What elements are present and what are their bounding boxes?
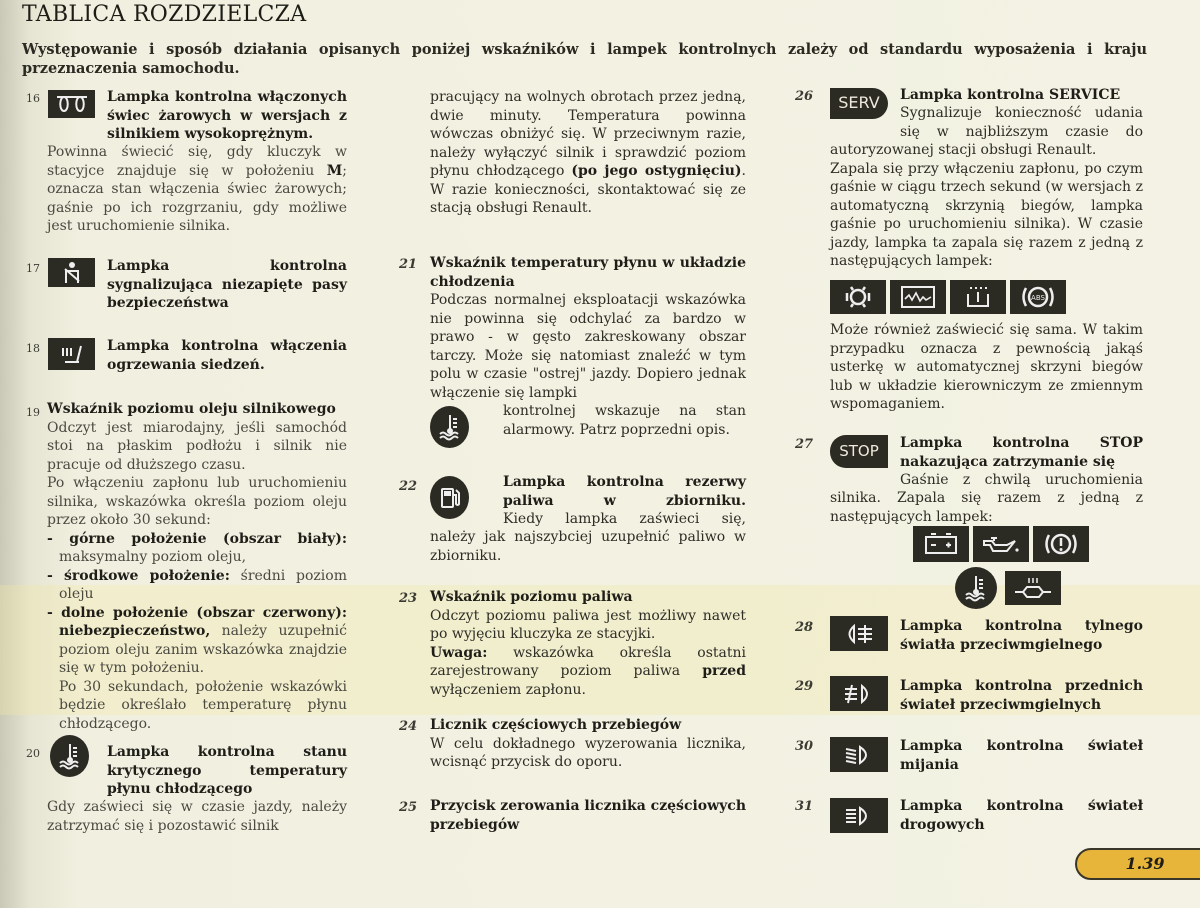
item-24-title: Licznik częściowych przebiegów: [430, 717, 682, 733]
item-20-title: Lampka kontrolna stanu krytycznego temperatury płynu chłodzącego: [107, 744, 347, 797]
brake-warning-icon: [1033, 526, 1089, 562]
item-22-body: Kiedy lampka zaświeci się,: [503, 511, 746, 527]
gearbox-fault-icon: [950, 280, 1006, 314]
paragraph: Odczyt jest miarodajny, jeśli samochód stoi na płaskim podłożu i silnik nie pracuje od dłuższego czasu.: [47, 419, 347, 473]
item-27-body: Gaśnie z chwilą uruchomienia: [900, 472, 1143, 488]
item-22-body: należy jak najszybciej uzupełnić paliwo w zbiorniku.: [430, 529, 746, 564]
seat-heating-icon: [48, 338, 95, 370]
item-19: [47, 400, 347, 733]
text-bold: - górne położenie (obszar biały):: [47, 530, 347, 547]
text: Powinna świecić się, gdy kluczyk w stacyjce znajduje się w położeniu: [47, 144, 347, 179]
item-26-body: Sygnalizuje konieczność udania się w najbliższym czasie do: [900, 105, 1143, 140]
bullet: [47, 567, 347, 604]
item-number: 18: [26, 342, 40, 355]
text: wskazówka określa ostatni zarejestrowany poziom paliwa: [430, 644, 746, 679]
fuel-pump-icon: [430, 476, 469, 519]
item-number: 25: [399, 800, 418, 815]
electronic-fault-icon: [890, 280, 946, 314]
item-21-body-cont: kontrolnej wskazuje na stan alarmowy. Patrz poprzedni opis.: [503, 403, 746, 438]
item-23-title: Wskaźnik poziomu paliwa: [430, 589, 633, 605]
text: pracujący na wolnych obrotach przez jedną, dwie minuty. Temperatura powinna wówczas obniżyć się. W przeciwnym razie, należy wyłączyć silnik i sprawdzić poziom płynu chłodzącego: [430, 89, 746, 179]
text: należy uzupełnić poziom oleju zanim wskazówka znajdzie się w tym położeniu.: [59, 623, 347, 676]
text: maksymalny poziom oleju,: [59, 549, 247, 565]
item-26-title: Lampka kontrolna SERVICE: [900, 87, 1121, 103]
item-number: 28: [795, 620, 814, 635]
item-17-title: Lampka kontrolna sygnalizująca niezapięte pasy bezpieczeństwa: [107, 258, 347, 311]
item-number: 16: [26, 92, 40, 105]
item-number: 23: [399, 591, 418, 606]
paragraph: Po włączeniu zapłonu lub uruchomieniu silnika, wskazówka określa poziom oleju przez około 30 sekund:: [47, 475, 347, 528]
stop-icon: STOP: [830, 435, 888, 468]
text-bold: (po jego ostygnięciu): [571, 163, 742, 179]
paragraph: autoryzowanej stacji obsługi Renault.: [830, 142, 1097, 158]
abs-label: ABS: [1031, 294, 1045, 302]
text: ; oznacza stan włączenia świec żarowych; gaśnie po ich rozgrzaniu, gdy możliwe jest uruchomienie silnika.: [47, 162, 347, 234]
item-20-body: Gdy zaświeci się w czasie jazdy, należy zatrzymać się i pozostawić silnik: [47, 799, 347, 834]
paragraph: Zapala się przy włączeniu zapłonu, po czym gaśnie w ciągu trzech sekund (w wersjach z automatyczną skrzynią biegów, lampka gaśnie po uruchomieniu silnika). W czasie jazdy, lampka ta zapala się razem z jedną z następujących lampek:: [830, 160, 1143, 269]
item-number: 20: [26, 747, 40, 760]
page-number-tab: [1075, 848, 1200, 880]
item-number: 29: [795, 679, 814, 694]
paragraph: W celu dokładnego wyzerowania licznika, wcisnąć przycisk do oporu.: [430, 735, 746, 770]
item-21-icon-row: [430, 402, 746, 448]
item-number: 19: [26, 406, 40, 419]
stop-related-lamps-row2: [955, 567, 1061, 609]
service-related-lamps: [830, 280, 1066, 314]
item-number: 21: [399, 257, 418, 272]
catalytic-converter-icon: [1005, 571, 1061, 605]
service-icon: SERV: [830, 88, 888, 119]
oil-pressure-icon: [973, 526, 1029, 562]
item-29-title: Lampka kontrolna przednich świateł przeciwmgielnych: [900, 678, 1143, 713]
item-30-title: Lampka kontrolna świateł mijania: [900, 738, 1143, 773]
text-bold: przed: [702, 663, 746, 679]
item-25-title: Przycisk zerowania licznika częściowych przebiegów: [430, 798, 747, 833]
item-number: 24: [399, 719, 418, 734]
brake-wear-icon: [830, 280, 886, 314]
item-number: 27: [795, 437, 814, 452]
paragraph: Po 30 sekundach, położenie wskazówki będzie określało temperaturę płynu chłodzącego.: [59, 678, 347, 732]
item-number: 22: [399, 479, 418, 494]
page-title: TABLICA ROZDZIELCZA: [22, 2, 307, 27]
item-number: 17: [26, 262, 40, 275]
text-bold: - dolne położenie (obszar czerwony): niebezpieczeństwo,: [47, 604, 347, 639]
glow-plug-icon: [48, 90, 95, 118]
dipped-beam-icon: [830, 737, 888, 772]
item-21: [430, 254, 746, 448]
item-26-body: [830, 141, 1143, 271]
item-23: [430, 588, 746, 699]
text: średni poziom oleju: [59, 567, 347, 602]
item-31-title: Lampka kontrolna świateł drogowych: [900, 798, 1143, 833]
coolant-temperature-icon: [50, 735, 89, 777]
coolant-temperature-icon: [430, 406, 469, 448]
rear-fog-light-icon: [830, 616, 888, 651]
paragraph: Podczas normalnej eksploatacji wskazówka nie powinna się odchylać za bardzo w prawo - w gęsto zakreskowany obszar tarczy. Może się natomiast znaleźć w tym polu w czasie "ostrej" jazdy. Dopiero jednak włączenie się lampki: [430, 292, 746, 401]
item-26-body: Może również zaświecić się sama. W takim przypadku oznacza z pewnością jakąś usterkę w automatycznej skrzyni biegów lub w układzie kierowniczym ze zmiennym wspomaganiem.: [830, 322, 1143, 412]
bullet: [47, 530, 347, 567]
front-fog-light-icon: [830, 676, 888, 711]
item-number: 31: [795, 799, 814, 814]
page-number: 1.39: [1125, 853, 1165, 873]
text: . W razie konieczności, skontaktować się ze stacją obsługi Renault.: [430, 163, 746, 216]
intro-text: Występowanie i sposób działania opisanych poniżej wskaźników i lampek kontrolnych zależy od standardu wyposażenia i kraju przeznaczenia samochodu.: [22, 41, 1147, 77]
item-28-title: Lampka kontrolna tylnego światła przeciwmgielnego: [900, 618, 1143, 653]
item-24: [430, 716, 746, 772]
main-beam-icon: [830, 798, 888, 833]
item-20-continued: [430, 88, 746, 218]
item-19-title: Wskaźnik poziomu oleju silnikowego: [47, 401, 336, 417]
item-18-title: Lampka kontrolna włączenia ogrzewania siedzeń.: [107, 338, 347, 373]
item-number: 30: [795, 739, 814, 754]
item-22-title: Lampka kontrolna rezerwy paliwa w zbiorniku.: [503, 474, 746, 509]
item-number: 26: [795, 89, 814, 104]
item-16-title: Lampka kontrolna włączonych świec żarowych w wersjach z silnikiem wysokoprężnym.: [107, 89, 347, 142]
seatbelt-icon: [48, 258, 95, 287]
item-27-title: Lampka kontrolna STOP nakazująca zatrzymanie się: [900, 435, 1143, 470]
coolant-temperature-icon: [955, 567, 997, 609]
text: wyłączeniem zapłonu.: [430, 681, 586, 698]
battery-icon: [913, 526, 969, 562]
text-bold: M: [326, 162, 343, 179]
text-bold: - środkowe położenie:: [47, 567, 230, 584]
item-21-title: Wskaźnik temperatury płynu w układzie chłodzenia: [430, 255, 746, 290]
item-16-body: [47, 143, 347, 236]
stop-related-lamps: [913, 526, 1089, 562]
item-27-body: silnika. Zapala się razem z jedną z następujących lampek:: [830, 490, 1143, 525]
paragraph: Odczyt poziomu paliwa jest możliwy nawet po wyjęciu kluczyka ze stacyjki.: [430, 607, 746, 642]
text-bold: Uwaga:: [430, 644, 488, 661]
paragraph: [430, 644, 746, 700]
bullet: [47, 604, 347, 678]
abs-icon: [1010, 280, 1066, 314]
